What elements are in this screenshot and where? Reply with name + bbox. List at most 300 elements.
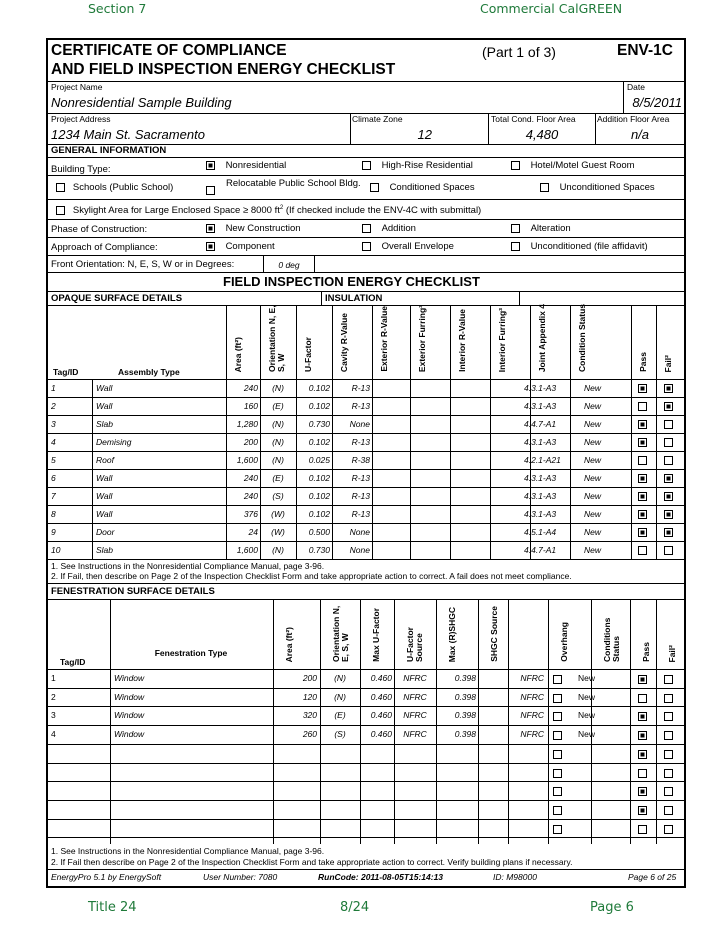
pass-checkbox[interactable] (638, 402, 647, 411)
opaque-heading: OPAQUE SURFACE DETAILS (51, 293, 183, 304)
column-divider (530, 305, 531, 559)
opaque-row-ufactor: 0.102 (308, 491, 330, 501)
form-frame (46, 38, 686, 888)
opaque-row-area: 376 (243, 509, 258, 519)
general-heading: GENERAL INFORMATION (51, 145, 167, 156)
fen-row-shgc: 0.398 (454, 691, 476, 702)
addition-option[interactable]: Addition (362, 223, 416, 234)
opaque-row-ufactor: 0.102 (308, 509, 330, 519)
opaque-row-ufactor: 0.102 (308, 383, 330, 393)
fail-checkbox[interactable] (664, 787, 673, 796)
opaque-row-joint: 4.3.1-A3 (524, 509, 557, 519)
pass-checkbox[interactable] (638, 492, 647, 501)
overall-option[interactable]: Overall Envelope (362, 241, 454, 252)
checkbox-checked-icon[interactable] (206, 161, 215, 170)
fail-checkbox[interactable] (664, 825, 673, 834)
climate-label: Climate Zone (352, 114, 403, 124)
fail-checkbox[interactable] (664, 492, 673, 501)
row-divider (48, 744, 684, 745)
opaque-row-tag: 7 (51, 491, 56, 501)
opaque-col-int_r: Interior R-Value (457, 309, 467, 372)
pass-checkbox[interactable] (638, 806, 647, 815)
row-divider (48, 451, 684, 452)
row-divider (48, 523, 684, 524)
column-divider (394, 599, 395, 844)
fen-row-tag: 3 (51, 710, 56, 721)
fen-row-area: 120 (302, 691, 317, 702)
fen-row-u-source: NFRC (403, 710, 427, 721)
opaque-row-type: Wall (96, 509, 113, 519)
opaque-col-area: Area (ft²) (233, 336, 243, 372)
pass-checkbox[interactable] (638, 712, 647, 721)
opaque-row-area: 1,280 (236, 419, 258, 429)
fen-row-u-source: NFRC (403, 691, 427, 702)
footer-page: Page 6 (590, 900, 634, 915)
form-part: (Part 1 of 3) (482, 44, 556, 60)
fen-col-conditions: Conditions Status (602, 617, 621, 662)
relocatable-option[interactable] (206, 182, 215, 200)
opaque-row-joint: 4.3.1-A3 (524, 383, 557, 393)
fail-checkbox[interactable] (664, 510, 673, 519)
overhang-checkbox[interactable] (553, 694, 562, 703)
row-divider (48, 800, 684, 801)
opaque-row-tag: 6 (51, 473, 56, 483)
opaque-row-cavity: R-13 (351, 473, 370, 483)
opaque-row-cavity: R-38 (351, 455, 370, 465)
opaque-row-orientation: (W) (271, 527, 285, 537)
opaque-row-type: Door (96, 527, 115, 537)
fen-row-max-u: 0.460 (370, 691, 392, 702)
new-construction-option[interactable]: New Construction (206, 223, 301, 234)
unconditioned-option[interactable]: Unconditioned Spaces (540, 182, 655, 193)
fen-col-type: Fenestration Type (154, 648, 228, 658)
project-name-label: Project Name (51, 82, 103, 92)
row-divider (48, 469, 684, 470)
fen-col-u_source: U-Factor Source (405, 627, 424, 662)
column-divider (110, 599, 111, 844)
fail-checkbox[interactable] (664, 675, 673, 684)
fen-col-max_shgc: Max (R)SHGC (447, 606, 457, 662)
form-id: ENV-1C (617, 42, 673, 59)
fail-checkbox[interactable] (664, 546, 673, 555)
highrise-option[interactable]: High-Rise Residential (362, 160, 473, 171)
construction-label: Phase of Construction: (51, 224, 148, 235)
fen-row-shgc-source: NFRC (520, 710, 544, 721)
opaque-col-tag: Tag/ID (53, 367, 79, 377)
checkbox-icon[interactable] (511, 161, 520, 170)
fail-checkbox[interactable] (664, 456, 673, 465)
building-type-label: Building Type: (51, 164, 111, 175)
opaque-row-cavity: R-13 (351, 437, 370, 447)
opaque-row-status: New (584, 491, 602, 501)
insulation-heading: INSULATION (325, 293, 383, 304)
opaque-row-orientation: (W) (271, 509, 285, 519)
checkbox-icon[interactable] (511, 224, 520, 233)
row-divider (48, 781, 684, 782)
opaque-row-joint: 4.4.7-A1 (524, 419, 557, 429)
column-divider (591, 599, 592, 844)
fen-row-status: New (578, 673, 596, 683)
column-divider (273, 599, 274, 844)
opaque-row-orientation: (N) (272, 383, 284, 393)
floor-value: 4,480 (525, 127, 559, 142)
checkbox-icon[interactable] (540, 183, 549, 192)
fenestration-note-1: 1. See Instructions in the Nonresidential Compliance Manual, page 3-96. (51, 846, 325, 856)
row-divider (48, 415, 684, 416)
column-divider (630, 599, 631, 844)
column-divider (260, 305, 261, 559)
opaque-row-status: New (584, 383, 602, 393)
opaque-col-ufactor: U-Factor (303, 337, 313, 372)
overhang-checkbox[interactable] (553, 750, 562, 759)
opaque-row-status: New (584, 437, 602, 447)
fen-row-type: Window (114, 710, 145, 721)
fen-col-area: Area (ft²) (284, 626, 294, 662)
fen-col-fail: Fail² (667, 644, 677, 662)
opaque-row-tag: 1 (51, 383, 56, 393)
opaque-col-fail: Fail² (663, 354, 673, 372)
checkbox-icon[interactable] (362, 242, 371, 251)
pass-checkbox[interactable] (638, 438, 647, 447)
opaque-row-type: Wall (96, 473, 113, 483)
fen-row-area: 200 (302, 673, 317, 683)
relocatable-label: Relocatable Public School Bldg. (226, 178, 361, 189)
opaque-row-ufactor: 0.730 (308, 545, 330, 555)
row-divider (48, 763, 684, 764)
opaque-row-joint: 4.3.1-A3 (524, 437, 557, 447)
fen-row-status: New (578, 729, 596, 740)
opaque-row-orientation: (E) (272, 473, 284, 483)
fail-checkbox[interactable] (664, 769, 673, 778)
opaque-row-ufactor: 0.102 (308, 437, 330, 447)
fen-row-area: 320 (302, 710, 317, 721)
fail-checkbox[interactable] (664, 420, 673, 429)
checkbox-icon[interactable] (511, 242, 520, 251)
opaque-row-ufactor: 0.730 (308, 419, 330, 429)
opaque-col-cavity: Cavity R-Value (339, 312, 349, 372)
checkbox-checked-icon[interactable] (206, 242, 215, 251)
fen-row-tag: 2 (51, 691, 56, 702)
opaque-row-cavity: None (349, 527, 370, 537)
fen-row-orientation: (S) (334, 729, 346, 740)
column-divider (410, 305, 411, 559)
climate-value: 12 (417, 127, 432, 142)
column-divider (570, 305, 571, 559)
column-divider (548, 599, 549, 844)
hotel-option[interactable]: Hotel/Motel Guest Room (511, 160, 635, 171)
fen-row-shgc: 0.398 (454, 673, 476, 683)
opaque-row-type: Slab (96, 419, 114, 429)
overhang-checkbox[interactable] (553, 787, 562, 796)
opaque-row-cavity: R-13 (351, 509, 370, 519)
pass-checkbox[interactable] (638, 769, 647, 778)
fail-checkbox[interactable] (664, 731, 673, 740)
opaque-row-status: New (584, 545, 602, 555)
fail-checkbox[interactable] (664, 750, 673, 759)
opaque-row-ufactor: 0.102 (308, 401, 330, 411)
column-divider (360, 599, 361, 844)
opaque-col-orientation: Orientation N, E, S, W (267, 305, 286, 372)
opaque-row-area: 1,600 (236, 545, 258, 555)
fen-row-max-u: 0.460 (370, 710, 392, 721)
conditioned-option[interactable]: Conditioned Spaces (370, 182, 475, 193)
pass-checkbox[interactable] (638, 510, 647, 519)
fen-row-max-u: 0.460 (370, 729, 392, 740)
opaque-row-tag: 8 (51, 509, 56, 519)
opaque-row-area: 24 (248, 527, 258, 537)
form-title-line1: CERTIFICATE OF COMPLIANCE (51, 42, 287, 59)
form-title-line2: AND FIELD INSPECTION ENERGY CHECKLIST (51, 61, 396, 78)
fail-checkbox[interactable] (664, 384, 673, 393)
row-divider (48, 706, 684, 707)
pass-checkbox[interactable] (638, 384, 647, 393)
footer-page-count: 8/24 (340, 900, 370, 915)
fen-row-u-source: NFRC (403, 729, 427, 740)
overhang-checkbox[interactable] (553, 731, 562, 740)
pass-checkbox[interactable] (638, 694, 647, 703)
opaque-row-area: 1,600 (236, 455, 258, 465)
checklist-heading: FIELD INSPECTION ENERGY CHECKLIST (223, 274, 480, 289)
opaque-row-status: New (584, 455, 602, 465)
component-option[interactable]: Component (206, 241, 275, 252)
fen-row-tag: 4 (51, 729, 56, 740)
fen-col-overhang: Overhang (559, 622, 569, 662)
fail-checkbox[interactable] (664, 528, 673, 537)
column-divider (226, 305, 227, 559)
opaque-row-type: Roof (96, 455, 114, 465)
row-divider (48, 819, 684, 820)
row-divider (48, 725, 684, 726)
opaque-row-ufactor: 0.500 (308, 527, 330, 537)
project-name: Nonresidential Sample Building (51, 95, 232, 110)
opaque-note-2: 2. If Fail, then describe on Page 2 of the Inspection Checklist Form and take appropriate action to correct. A fail does not meet compliance. (51, 571, 572, 581)
opaque-row-tag: 4 (51, 437, 56, 447)
fen-row-area: 260 (302, 729, 317, 740)
opaque-row-status: New (584, 401, 602, 411)
fen-row-shgc-source: NFRC (520, 729, 544, 740)
opaque-row-tag: 3 (51, 419, 56, 429)
fenestration-note-2: 2. If Fail then describe on Page 2 of the Inspection Checklist Form and take appropriate action to correct. Verify building plans if necessary. (51, 857, 573, 867)
checkbox-icon[interactable] (56, 206, 65, 215)
opaque-row-ufactor: 0.025 (308, 455, 330, 465)
opaque-row-status: New (584, 509, 602, 519)
skylight-option[interactable]: Skylight Area for Large Enclosed Space ≥ 8000 $ft^2$ (If checked include the ENV-4C with submittal) (56, 205, 481, 216)
floor-label: Total Cond. Floor Area (491, 114, 576, 124)
orientation-label: Front Orientation: N, E, S, W or in Degrees: (51, 259, 235, 270)
pass-checkbox[interactable] (638, 474, 647, 483)
opaque-row-type: Wall (96, 491, 113, 501)
checkbox-icon[interactable] (206, 186, 215, 195)
opaque-row-type: Slab (96, 545, 114, 555)
fen-row-shgc-source: NFRC (520, 673, 544, 683)
addition-value: n/a (630, 127, 650, 142)
row-divider (48, 487, 684, 488)
fen-row-status: New (578, 691, 596, 702)
opaque-row-tag: 2 (51, 401, 56, 411)
row-divider (48, 559, 684, 560)
fail-checkbox[interactable] (664, 806, 673, 815)
footer-title: Title 24 (88, 900, 137, 915)
opaque-row-status: New (584, 419, 602, 429)
fen-row-u-source: NFRC (403, 673, 427, 683)
opaque-row-ufactor: 0.102 (308, 473, 330, 483)
fen-row-status: New (578, 710, 596, 721)
fen-row-orientation: (E) (334, 710, 346, 721)
nonresidential-option[interactable]: Nonresidential (206, 160, 286, 171)
opaque-row-area: 240 (243, 473, 258, 483)
opaque-row-status: New (584, 473, 602, 483)
opaque-col-ext_furring: Exterior Furring³ (417, 304, 427, 372)
overhang-checkbox[interactable] (553, 769, 562, 778)
pass-checkbox[interactable] (638, 420, 647, 429)
pass-checkbox[interactable] (638, 731, 647, 740)
fen-col-max_u: Max U-Factor (371, 608, 381, 662)
fen-col-orientation: Orientation N, E, S, W (331, 605, 350, 662)
opaque-row-tag: 10 (51, 545, 61, 555)
opaque-row-area: 240 (243, 383, 258, 393)
page-header (0, 0, 728, 18)
approach-label: Approach of Compliance: (51, 242, 158, 253)
alteration-option[interactable]: Alteration (511, 223, 571, 234)
opaque-row-cavity: R-13 (351, 383, 370, 393)
fen-row-orientation: (N) (334, 691, 346, 702)
opaque-row-tag: 9 (51, 527, 56, 537)
software-runcode: RunCode: 2011-08-05T15:14:13 (318, 872, 444, 882)
opaque-col-condition: Condition Status (577, 304, 587, 372)
overhang-checkbox[interactable] (553, 675, 562, 684)
address-label: Project Address (51, 114, 111, 124)
overhang-checkbox[interactable] (553, 806, 562, 815)
fen-row-orientation: (N) (334, 673, 346, 683)
fenestration-heading: FENESTRATION SURFACE DETAILS (51, 586, 215, 597)
checkbox-icon[interactable] (362, 161, 371, 170)
page-footer (0, 898, 728, 922)
opaque-row-area: 200 (243, 437, 258, 447)
opaque-row-tag: 5 (51, 455, 56, 465)
fail-checkbox[interactable] (664, 694, 673, 703)
opaque-col-assembly: Assembly Type (118, 367, 180, 377)
column-divider (332, 305, 333, 559)
opaque-col-ext_r: Exterior R-Value (379, 306, 389, 372)
pass-checkbox[interactable] (638, 787, 647, 796)
opaque-row-orientation: (E) (272, 401, 284, 411)
column-divider (508, 599, 509, 844)
fail-checkbox[interactable] (664, 402, 673, 411)
schools-option[interactable]: Schools (Public School) (56, 182, 173, 193)
opaque-row-orientation: (N) (272, 455, 284, 465)
fen-col-tag: Tag/ID (60, 657, 86, 667)
checkbox-checked-icon[interactable] (206, 224, 215, 233)
checkbox-icon[interactable] (370, 183, 379, 192)
fail-checkbox[interactable] (664, 474, 673, 483)
opaque-row-cavity: R-13 (351, 491, 370, 501)
program-label: Commercial CalGREEN (480, 1, 623, 16)
row-divider (48, 433, 684, 434)
opaque-row-joint: 4.2.1-A21 (524, 455, 561, 465)
opaque-row-type: Wall (96, 401, 113, 411)
opaque-row-cavity: R-13 (351, 401, 370, 411)
pass-checkbox[interactable] (638, 456, 647, 465)
fen-col-pass: Pass (641, 642, 651, 662)
opaque-row-joint: 4.5.1-A4 (524, 527, 557, 537)
fen-row-shgc: 0.398 (454, 710, 476, 721)
opaque-col-pass: Pass (638, 352, 648, 372)
date-value: 8/5/2011 (632, 95, 682, 110)
fail-checkbox[interactable] (664, 438, 673, 447)
software-page: Page 6 of 25 (628, 872, 677, 882)
software-id: ID: M98000 (493, 872, 537, 882)
column-divider (490, 305, 491, 559)
opaque-col-int_furring: Interior Furring³ (497, 307, 507, 372)
row-divider (48, 505, 684, 506)
pass-checkbox[interactable] (638, 825, 647, 834)
addition-label: Addition Floor Area (597, 114, 670, 124)
pass-checkbox[interactable] (638, 675, 647, 684)
opaque-row-joint: 4.3.1-A3 (524, 401, 557, 411)
overhang-checkbox[interactable] (553, 712, 562, 721)
fen-row-type: Window (114, 691, 145, 702)
opaque-row-cavity: None (349, 545, 370, 555)
orientation-value: 0 deg (278, 260, 300, 270)
opaque-row-area: 160 (243, 401, 258, 411)
row-divider (48, 688, 684, 689)
opaque-row-type: Demising (96, 437, 132, 447)
fen-row-max-u: 0.460 (370, 673, 392, 683)
column-divider (478, 599, 479, 844)
fen-row-type: Window (114, 673, 145, 683)
fen-row-shgc: 0.398 (454, 729, 476, 740)
section-label: Section 7 (88, 1, 147, 16)
affidavit-option[interactable]: Unconditioned (file affidavit) (511, 241, 648, 252)
opaque-row-orientation: (N) (272, 545, 284, 555)
fen-col-shgc_source: SHGC Source (489, 606, 499, 662)
opaque-row-joint: 4.3.1-A3 (524, 491, 557, 501)
opaque-note-1: 1. See Instructions in the Nonresidential Compliance Manual, page 3-96. (51, 561, 325, 571)
column-divider (372, 305, 373, 559)
opaque-row-type: Wall (96, 383, 113, 393)
opaque-col-joint: Joint Appendix 4 (537, 303, 547, 372)
overhang-checkbox[interactable] (553, 825, 562, 834)
column-divider (656, 305, 657, 559)
column-divider (296, 305, 297, 559)
opaque-row-orientation: (N) (272, 437, 284, 447)
row-divider (48, 541, 684, 542)
column-divider (450, 305, 451, 559)
row-divider (48, 837, 684, 838)
opaque-row-orientation: (N) (272, 419, 284, 429)
fail-checkbox[interactable] (664, 712, 673, 721)
column-divider (656, 599, 657, 844)
opaque-row-area: 240 (243, 491, 258, 501)
pass-checkbox[interactable] (638, 546, 647, 555)
fen-row-tag: 1 (51, 673, 56, 683)
column-divider (631, 305, 632, 559)
checkbox-icon[interactable] (56, 183, 65, 192)
column-divider (436, 599, 437, 844)
pass-checkbox[interactable] (638, 528, 647, 537)
opaque-row-joint: 4.3.1-A3 (524, 473, 557, 483)
row-divider (48, 397, 684, 398)
software-user: User Number: 7080 (203, 872, 278, 882)
opaque-row-status: New (584, 527, 602, 537)
opaque-row-joint: 4.4.7-A1 (524, 545, 557, 555)
opaque-row-orientation: (S) (272, 491, 284, 501)
date-label: Date (627, 82, 645, 92)
software-product: EnergyPro 5.1 by EnergySoft (51, 872, 162, 882)
checkbox-icon[interactable] (362, 224, 371, 233)
address-value: 1234 Main St. Sacramento (51, 127, 205, 142)
pass-checkbox[interactable] (638, 750, 647, 759)
